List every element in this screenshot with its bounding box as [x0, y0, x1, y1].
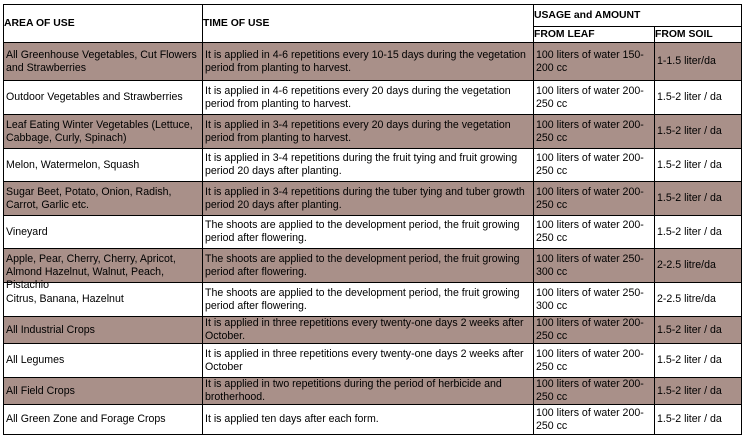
- cell-area-of-use-text: Sugar Beet, Potato, Onion, Radish, Carrot, Garlic etc.: [6, 185, 172, 211]
- cell-from-soil: [655, 115, 742, 149]
- cell-area-of-use: [4, 344, 203, 378]
- cell-area-of-use-text: Outdoor Vegetables and Strawberries: [6, 91, 183, 103]
- header-from-leaf: FROM LEAF: [534, 27, 655, 43]
- cell-from-leaf-text: 100 liters of water 250-300 cc: [536, 286, 644, 312]
- cell-area-of-use: [4, 43, 203, 81]
- cell-area-of-use-text: Leaf Eating Winter Vegetables (Lettuce, Cabbage, Curly, Spinach): [6, 118, 193, 144]
- cell-area-of-use: [4, 81, 203, 115]
- cell-area-of-use: [4, 249, 203, 291]
- cell-from-leaf: [534, 283, 655, 317]
- cell-time-of-use-text: It is applied ten days after each form.: [205, 413, 379, 425]
- cell-time-of-use-text: It is applied in 3-4 repetitions every 20 days during the vegetation period from planting to harvest.: [205, 118, 511, 144]
- cell-from-leaf-text: 100 liters of water 250-300 cc: [536, 252, 644, 278]
- cell-area-of-use-text: All Greenhouse Vegetables, Cut Flowers and Strawberries: [6, 48, 197, 74]
- cell-time-of-use-text: It is applied in 3-4 repetitions during the tuber tying and tuber growth period 20 days after planting.: [205, 185, 525, 211]
- cell-time-of-use-text: It is applied in three repetitions every twenty-one days 2 weeks after October: [205, 347, 524, 373]
- cell-time-of-use-text: It is applied in 3-4 repetitions during the fruit tying and fruit growing period 20 days after planting.: [205, 152, 518, 177]
- cell-from-soil: [655, 378, 742, 405]
- cell-from-leaf: [534, 317, 655, 344]
- cell-from-soil-text: 2-2.5 litre/da: [657, 293, 716, 305]
- cell-from-leaf: [534, 115, 655, 149]
- cell-from-leaf: [534, 249, 655, 283]
- cell-from-leaf-text: 100 liters of water 200-250 cc: [536, 317, 644, 342]
- cell-area-of-use: [4, 182, 203, 216]
- cell-from-leaf: [534, 405, 655, 435]
- cell-time-of-use: [203, 317, 534, 344]
- table-row: [4, 115, 742, 149]
- cell-from-soil: [655, 43, 742, 81]
- cell-from-leaf: [534, 149, 655, 182]
- table-row: [4, 249, 742, 283]
- cell-from-leaf: [534, 43, 655, 81]
- cell-from-soil: [655, 405, 742, 435]
- cell-area-of-use-text: Melon, Watermelon, Squash: [6, 158, 140, 171]
- cell-time-of-use: [203, 344, 534, 378]
- table-row: [4, 344, 742, 378]
- cell-from-soil-text: 1.5-2 liter / da: [657, 354, 722, 366]
- cell-time-of-use-text: It is applied in three repetitions every twenty-one days 2 weeks after October.: [205, 317, 524, 342]
- cell-from-leaf-text: 100 liters of water 200-250 cc: [536, 219, 644, 244]
- cell-from-soil-text: 2-2.5 litre/da: [657, 259, 716, 271]
- cell-from-soil-text: 1-1.5 liter/da: [657, 55, 716, 67]
- cell-area-of-use-text: All Industrial Crops: [6, 323, 95, 336]
- cell-from-soil-text: 1.5-2 liter / da: [657, 91, 722, 103]
- cell-time-of-use: [203, 249, 534, 283]
- cell-time-of-use: [203, 182, 534, 216]
- cell-area-of-use: [4, 115, 203, 149]
- cell-from-soil-text: 1.5-2 liter / da: [657, 323, 722, 336]
- cell-time-of-use-text: The shoots are applied to the development period, the fruit growing period after flowering.: [205, 286, 520, 312]
- cell-from-soil-text: 1.5-2 liter / da: [657, 125, 722, 137]
- cell-area-of-use: [4, 216, 203, 249]
- header-from-soil: FROM SOIL: [655, 27, 742, 43]
- table-row: [4, 43, 742, 81]
- cell-area-of-use: [4, 317, 203, 344]
- cell-time-of-use-text: The shoots are applied to the development period, the fruit growing period after flowering.: [205, 219, 520, 244]
- cell-time-of-use-text: It is applied in 4-6 repetitions every 10-15 days during the vegetation period from planting to harvest.: [205, 48, 526, 74]
- cell-from-leaf-text: 100 liters of water 200-250 cc: [536, 406, 644, 432]
- table-row: [4, 378, 742, 405]
- header-area-of-use: AREA OF USE: [4, 5, 203, 43]
- cell-from-soil: [655, 249, 742, 283]
- cell-from-leaf: [534, 216, 655, 249]
- cell-time-of-use: [203, 216, 534, 249]
- cell-from-soil: [655, 81, 742, 115]
- cell-from-leaf: [534, 81, 655, 115]
- cell-area-of-use: [4, 405, 203, 435]
- cell-from-leaf: [534, 378, 655, 405]
- cell-from-leaf-text: 100 liters of water 200-250 cc: [536, 118, 644, 144]
- table-body: [4, 43, 742, 435]
- cell-from-leaf: [534, 182, 655, 216]
- cell-from-soil-text: 1.5-2 liter / da: [657, 384, 722, 397]
- cell-time-of-use: [203, 378, 534, 405]
- cell-time-of-use: [203, 283, 534, 317]
- cell-from-soil-text: 1.5-2 liter / da: [657, 413, 722, 425]
- cell-from-soil-text: 1.5-2 liter / da: [657, 158, 722, 171]
- table-row: [4, 405, 742, 435]
- header-usage-and-amount: USAGE and AMOUNT: [534, 5, 742, 27]
- cell-from-soil: [655, 317, 742, 344]
- cell-from-leaf-text: 100 liters of water 200-250 cc: [536, 152, 644, 177]
- cell-time-of-use: [203, 81, 534, 115]
- cell-time-of-use-text: It is applied in two repetitions during the period of herbicide and brotherhood.: [205, 378, 502, 403]
- cell-time-of-use: [203, 149, 534, 182]
- cell-from-soil: [655, 216, 742, 249]
- cell-from-soil: [655, 344, 742, 378]
- cell-from-soil-text: 1.5-2 liter / da: [657, 192, 722, 204]
- cell-area-of-use: [4, 378, 203, 405]
- cell-from-leaf: [534, 344, 655, 378]
- cell-time-of-use-text: It is applied in 4-6 repetitions every 20 days during the vegetation period from planting to harvest.: [205, 84, 511, 110]
- table-row: [4, 216, 742, 249]
- table-row: [4, 283, 742, 317]
- header-time-of-use: TIME OF USE: [203, 5, 534, 43]
- cell-from-leaf-text: 100 liters of water 200-250 cc: [536, 378, 644, 403]
- cell-time-of-use: [203, 405, 534, 435]
- cell-time-of-use: [203, 115, 534, 149]
- cell-from-leaf-text: 100 liters of water 200-250 cc: [536, 84, 644, 110]
- cell-area-of-use: [4, 149, 203, 182]
- usage-table: [3, 4, 742, 435]
- cell-time-of-use: [203, 43, 534, 81]
- cell-area-of-use-text: Citrus, Banana, Hazelnut: [6, 293, 124, 305]
- table-row: [4, 81, 742, 115]
- cell-area-of-use-text: All Green Zone and Forage Crops: [6, 413, 166, 425]
- cell-area-of-use-text: Apple, Pear, Cherry, Cherry, Apricot, Almond Hazelnut, Walnut, Peach, Pistachio: [6, 252, 176, 291]
- table-row: [4, 182, 742, 216]
- cell-from-leaf-text: 100 liters of water 200-250 cc: [536, 347, 644, 373]
- cell-from-soil-text: 1.5-2 liter / da: [657, 225, 722, 238]
- table-row: [4, 317, 742, 344]
- cell-from-soil: [655, 182, 742, 216]
- cell-from-leaf-text: 100 liters of water 200-250 cc: [536, 185, 644, 211]
- cell-from-soil: [655, 283, 742, 317]
- cell-from-soil: [655, 149, 742, 182]
- cell-from-leaf-text: 100 liters of water 150-200 cc: [536, 48, 644, 74]
- cell-area-of-use-text: All Field Crops: [6, 384, 75, 397]
- cell-time-of-use-text: The shoots are applied to the development period, the fruit growing period after flowering.: [205, 252, 520, 278]
- cell-area-of-use-text: All Legumes: [6, 354, 65, 366]
- table-row: [4, 149, 742, 182]
- cell-area-of-use-text: Vineyard: [6, 225, 48, 238]
